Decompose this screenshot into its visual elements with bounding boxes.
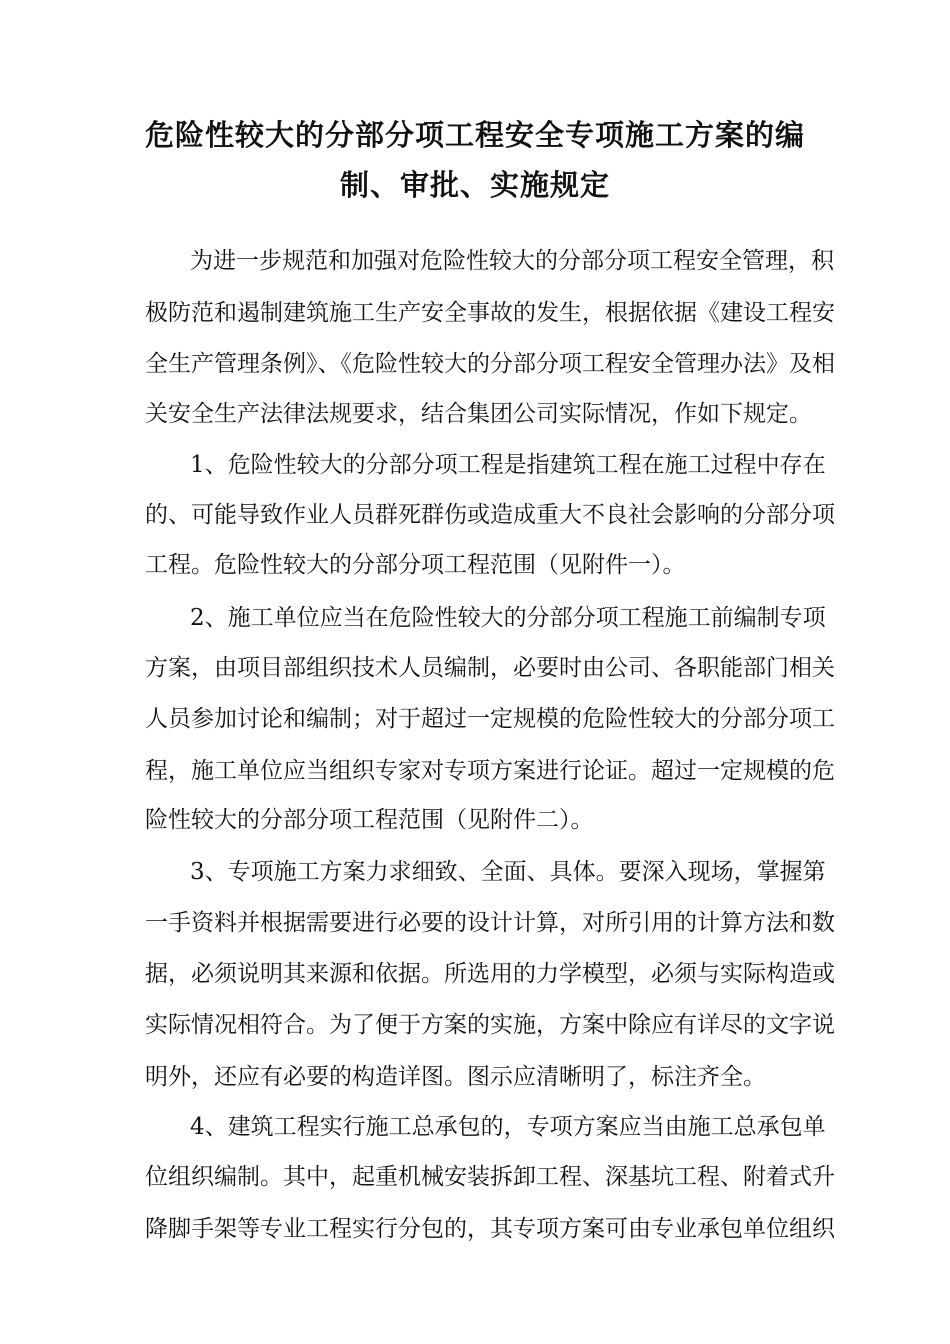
clause-4-line-2: 位组织编制。其中，起重机械安装拆卸工程、深基坑工程、附着式升 [145,1164,835,1190]
document-title-line-2: 制、审批、实施规定 [339,168,610,202]
clause-2-line-3: 人员参加讨论和编制；对于超过一定规模的危险性较大的分部分项工 [145,706,835,732]
clause-2-line-4: 程，施工单位应当组织专家对专项方案进行论证。超过一定规模的危 [145,758,835,784]
clause-3-line-5: 明外，还应有必要的构造详图。图示应清晰明了，标注齐全。 [145,1064,766,1090]
clause-3-line-3: 据，必须说明其来源和依据。所选用的力学模型，必须与实际构造或 [145,961,835,987]
clause-2-line-1: 2、施工单位应当在危险性较大的分部分项工程施工前编制专项 [190,605,826,631]
intro-line-2: 极防范和遏制建筑施工生产安全事故的发生，根据依据《建设工程安 [145,300,835,326]
clause-4-line-1: 4、建筑工程实行施工总承包的，专项方案应当由施工总承包单 [190,1114,826,1140]
clause-1-line-3: 工程。危险性较大的分部分项工程范围（见附件一）。 [145,552,686,578]
intro-line-1: 为进一步规范和加强对危险性较大的分部分项工程安全管理，积 [190,248,834,274]
clause-3-line-2: 一手资料并根据需要进行必要的设计计算，对所引用的计算方法和数 [145,910,835,936]
clause-3-line-1: 3、专项施工方案力求细致、全面、具体。要深入现场，掌握第 [190,859,826,885]
intro-line-3: 全生产管理条例》、《危险性较大的分部分项工程安全管理办法》及相 [145,351,835,377]
document-title-line-1: 危险性较大的分部分项工程安全专项施工方案的编 [144,118,805,152]
intro-line-4: 关安全生产法律法规要求，结合集团公司实际情况，作如下规定。 [145,401,812,427]
clause-4-line-3: 降脚手架等专业工程实行分包的，其专项方案可由专业承包单位组织 [145,1216,835,1242]
clause-2-line-5: 险性较大的分部分项工程范围（见附件二）。 [145,807,594,833]
clause-2-line-2: 方案，由项目部组织技术人员编制，必要时由公司、各职能部门相关 [145,655,835,681]
clause-3-line-4: 实际情况相符合。为了便于方案的实施，方案中除应有详尽的文字说 [145,1012,835,1038]
clause-1-line-1: 1、危险性较大的分部分项工程是指建筑工程在施工过程中存在 [190,452,826,478]
clause-1-line-2: 的、可能导致作业人员群死群伤或造成重大不良社会影响的分部分项 [145,502,835,528]
